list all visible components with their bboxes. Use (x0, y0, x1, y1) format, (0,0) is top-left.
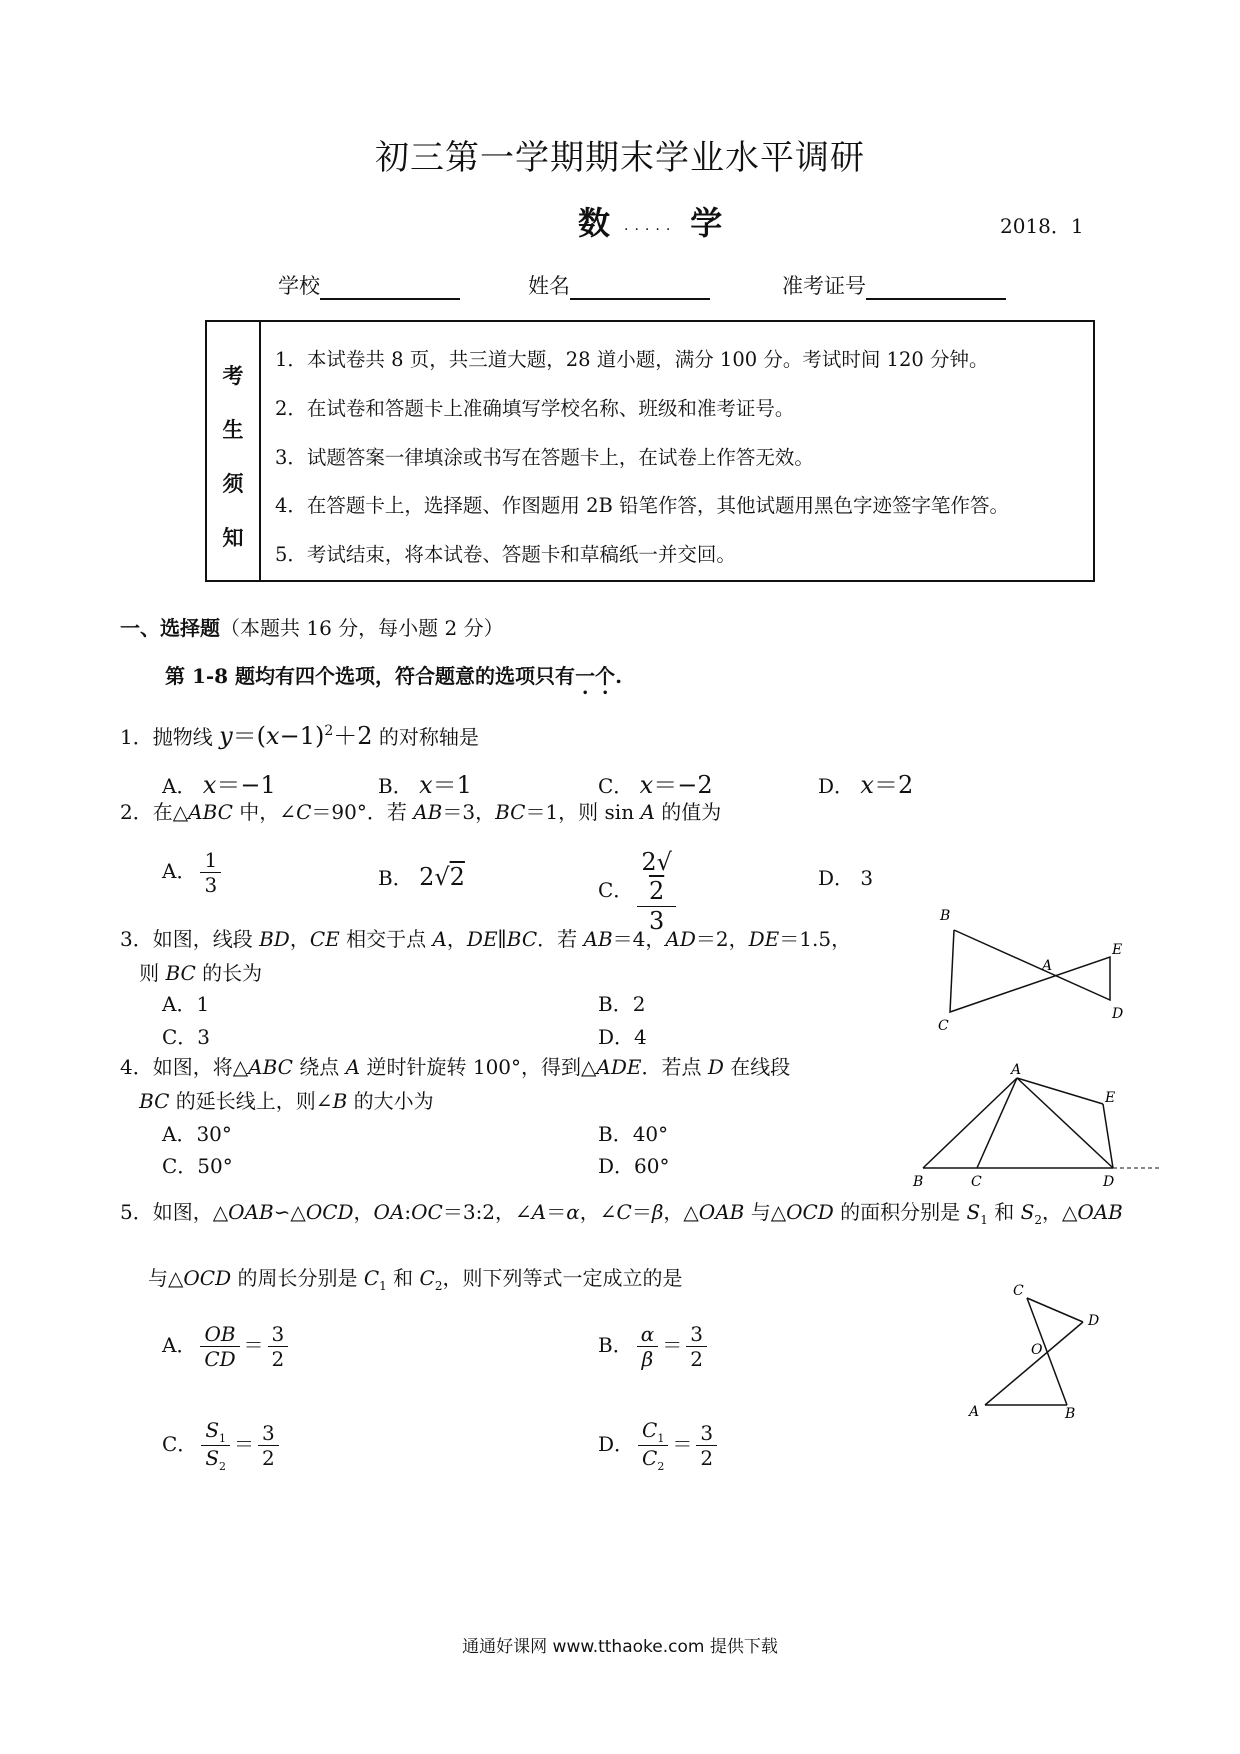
label-d: D (1088, 1313, 1100, 1329)
label-o: O (1031, 1342, 1043, 1358)
q3-option-c[interactable]: C．3 (162, 1025, 211, 1049)
subject-heading: 数 ..... 学 (578, 204, 723, 242)
question-4: 4．如图，将△ABC 绕点 A 逆时针旋转 100°，得到△ADE．若点 D 在线段 BC 的延长线上，则∠B 的大小为 (120, 1055, 791, 1113)
q5-option-a[interactable]: A． $\frac{OB}{CD}$ ＝ $\frac{3}{2}$ (162, 1322, 292, 1371)
notice-item: 4．在答题卡上，选择题、作图题用 2B 铅笔作答，其他试题用黑色字迹签字笔作答。 (275, 494, 1010, 517)
label-a: A (1011, 1062, 1022, 1078)
label-e: E (1105, 1090, 1116, 1106)
notice-item: 2．在试卷和答题卡上准确填写学校名称、班级和准考证号。 (275, 397, 795, 420)
label-c: C (1013, 1283, 1024, 1299)
notice-item: 5．考试结束，将本试卷、答题卡和草稿纸一并交回。 (275, 543, 736, 566)
q3-option-b[interactable]: B．2 (598, 992, 646, 1016)
question-1: 1．抛物线 $y=(x-1)^2+2$ 的对称轴是 (120, 722, 479, 750)
school-field[interactable]: 学校 (278, 270, 460, 300)
label-e: E (1112, 942, 1123, 958)
question-3: 3．如图，线段 BD，CE 相交于点 A，DE∥BC．若 AB＝4，AD＝2，DE＝1.5， 则 BC 的长为 (120, 927, 852, 985)
label-a: A (969, 1404, 980, 1420)
question-5: 5．如图，△OAB∽△OCD，OA:OC＝3:2，∠A＝α，∠C＝β，△OAB 与△OCD 的面积分别是 $S_1$ 和 $S_2$，△OAB (120, 1200, 1123, 1227)
label-c: C (971, 1174, 982, 1190)
label-d: D (1103, 1174, 1115, 1190)
label-a: A (1042, 958, 1053, 974)
q5-option-b[interactable]: B． $\frac{\alpha}{\beta}$ ＝ $\frac{3}{2}$ (598, 1322, 711, 1371)
q3-figure (930, 900, 1130, 1040)
q4-option-d[interactable]: D．60° (598, 1154, 670, 1178)
section-instruction: 第 1-8 题均有四个选项，符合题意的选项只有一个. (165, 664, 623, 688)
label-c: C (938, 1018, 949, 1034)
section-heading: 一、选择题（本题共 16 分，每小题 2 分） (120, 616, 504, 640)
label-b: B (913, 1174, 924, 1190)
q2-option-b[interactable]: B． 2√2 (378, 863, 465, 891)
q4-option-c[interactable]: C．50° (162, 1154, 233, 1178)
label-b: B (1065, 1406, 1076, 1422)
page-title: 初三第一学期期末学业水平调研 (375, 138, 865, 178)
q2-option-d[interactable]: D． 3 (818, 866, 874, 890)
exam-date: 2018．1 (1000, 214, 1084, 238)
q4-option-b[interactable]: B．40° (598, 1122, 669, 1146)
q1-option-b[interactable]: B． x＝1 (378, 771, 472, 799)
q1-option-a[interactable]: A． x＝−1 (162, 771, 276, 799)
q2-option-c[interactable]: C． 2√ 2 3 (598, 848, 680, 935)
q2-option-a[interactable]: A． $\frac{1}{3}$ (162, 848, 225, 897)
name-field[interactable]: 姓名 (528, 270, 710, 300)
q4-option-a[interactable]: A．30° (162, 1122, 232, 1146)
q5-figure (955, 1280, 1130, 1430)
page-footer: 通通好课网 www.tthaoke.com 提供下载 (462, 1637, 778, 1657)
q3-option-a[interactable]: A．1 (162, 992, 210, 1016)
notice-item: 3．试题答案一律填涂或书写在答题卡上，在试卷上作答无效。 (275, 446, 814, 469)
label-d: D (1112, 1006, 1124, 1022)
q5-option-c[interactable]: C． $\frac{S_1}{S_2}$ ＝ $\frac{3}{2}$ (162, 1418, 283, 1473)
notice-side-label: 考 生 须 知 (207, 322, 261, 580)
exam-notice-box (205, 320, 1095, 582)
q1-option-c[interactable]: C． x＝−2 (598, 771, 713, 799)
q3-option-d[interactable]: D．4 (598, 1025, 647, 1049)
label-b: B (940, 908, 951, 924)
q1-option-d[interactable]: D． x＝2 (818, 771, 914, 799)
question-2: 2．在△ABC 中，∠C＝90°．若 AB＝3，BC＝1，则 sin A 的值为 (120, 800, 722, 824)
q5-option-d[interactable]: D． $\frac{C_1}{C_2}$ ＝ $\frac{3}{2}$ (598, 1418, 721, 1473)
question-5-line2: 与△OCD 的周长分别是 $C_1$ 和 $C_2$，则下列等式一定成立的是 (148, 1266, 683, 1293)
notice-item: 1．本试卷共 8 页，共三道大题，28 道小题，满分 100 分。考试时间 120 分钟。 (275, 348, 989, 371)
q4-figure (905, 1060, 1170, 1190)
exam-id-field[interactable]: 准考证号 (782, 270, 1006, 300)
